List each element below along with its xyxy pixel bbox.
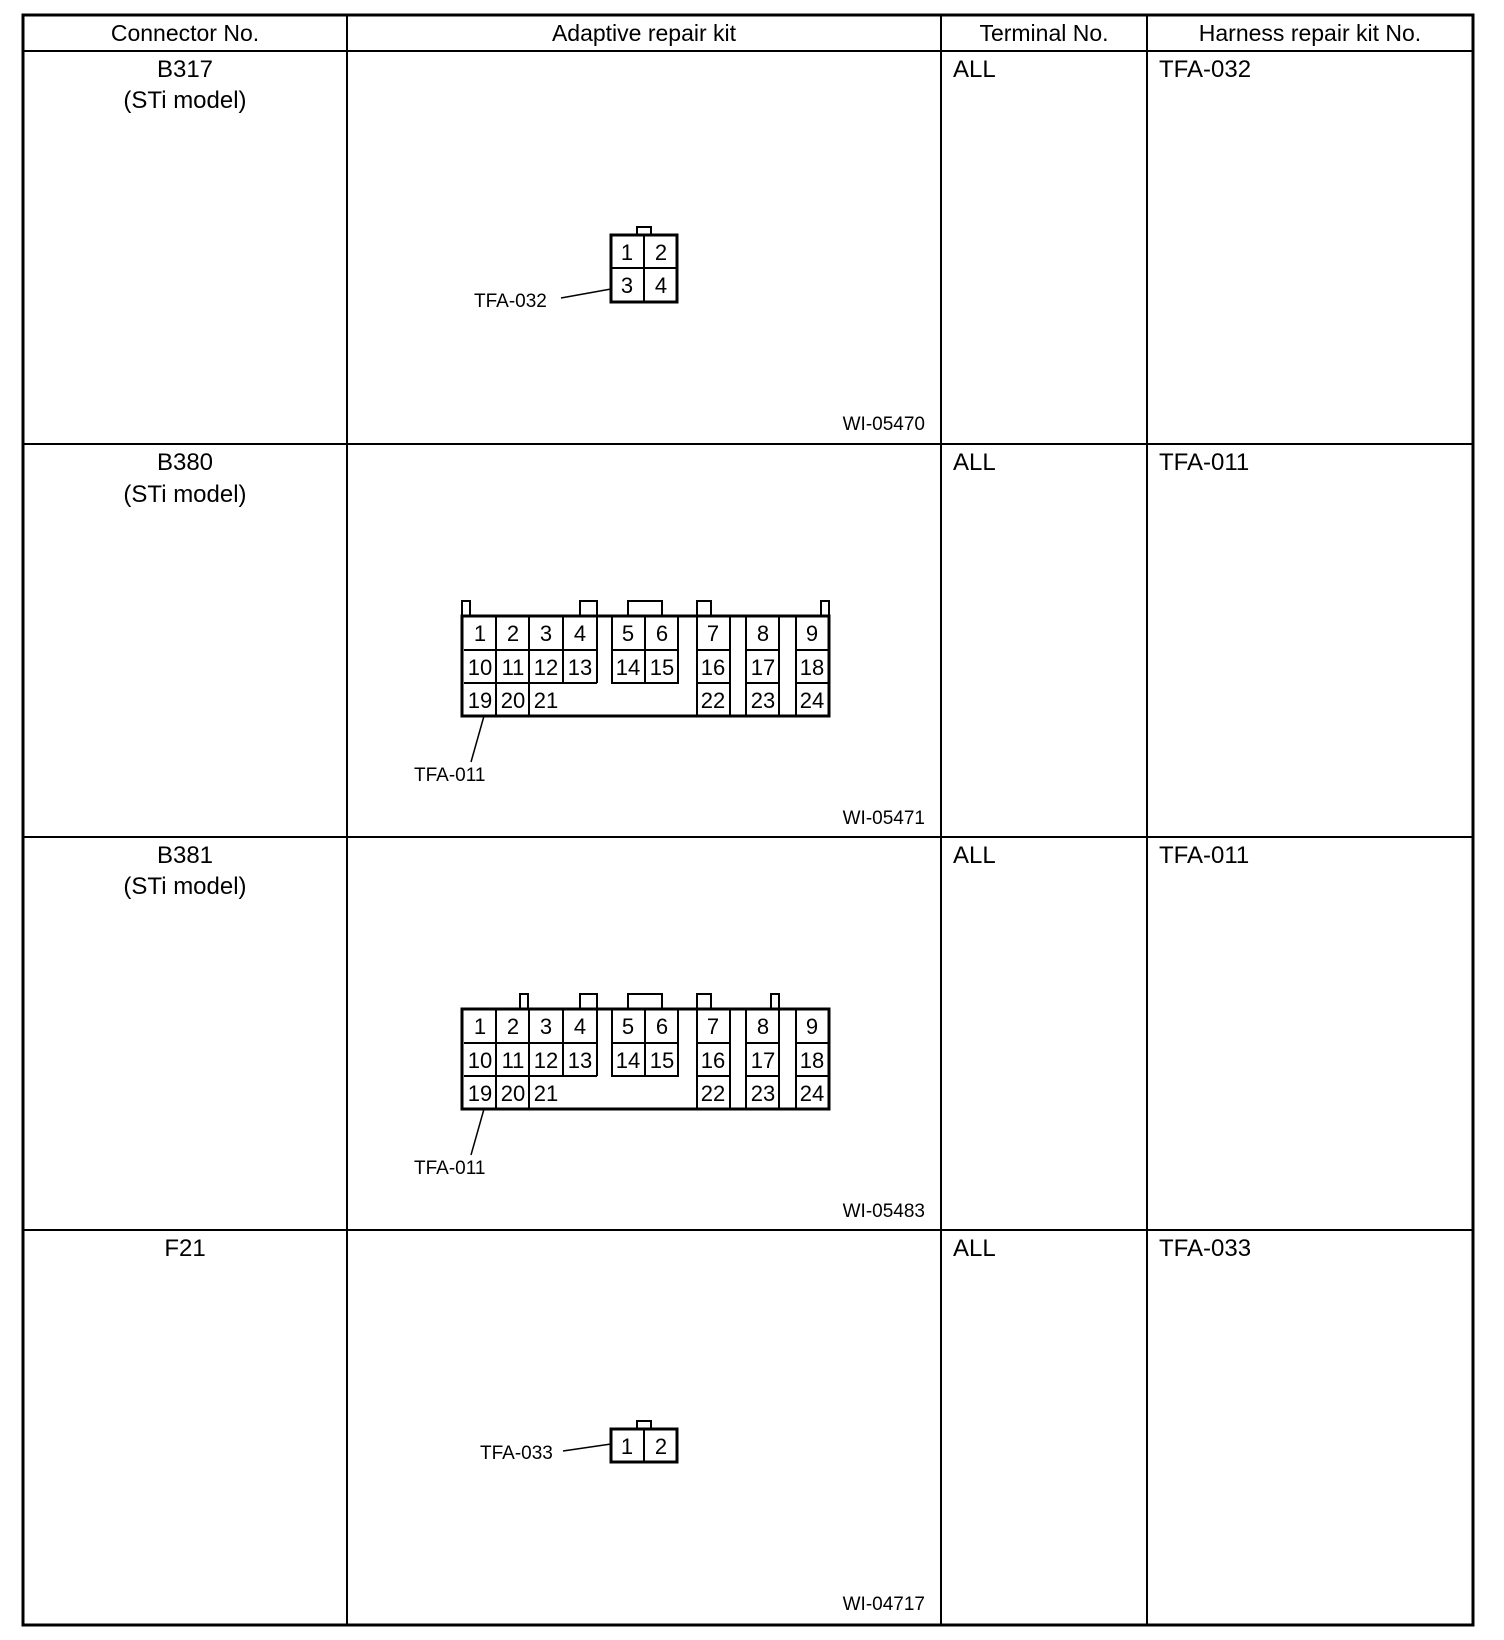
pin-label: 1 [473,621,487,646]
table-grid [23,15,1473,1625]
pin-label: 9 [805,621,819,646]
pin-label: 21 [533,1081,559,1106]
pin-label: 16 [700,1048,726,1073]
pin-label: 11 [501,655,525,680]
pin-label: 20 [500,1081,526,1106]
header-harness-repair-kit-no: Harness repair kit No. [1198,20,1422,46]
pin-label: 3 [539,621,553,646]
pin-label: 21 [533,688,559,713]
connector-no: F21 [164,1235,206,1262]
pin-label: 14 [615,1048,641,1073]
kit-callout-label: TFA-011 [414,1158,486,1179]
table-row [123,56,1251,435]
pin-label: 2 [506,1014,520,1039]
pin-label: 18 [799,1048,825,1073]
pin-label: 19 [467,688,493,713]
header-terminal-no: Terminal No. [979,20,1109,46]
pin-label: 10 [467,655,493,680]
pin-label: 22 [700,1081,726,1106]
table-row [123,842,1249,1222]
connector-model: (STi model) [123,87,247,114]
kit-callout-label: TFA-011 [414,765,486,786]
pin-label: 6 [655,1014,669,1039]
connector-no: B381 [156,842,214,869]
pin-label: 2 [654,240,668,265]
pin-label: 1 [620,240,634,265]
harness-kit-no: TFA-033 [1159,1235,1252,1262]
pin-label: 23 [750,1081,776,1106]
pin-label: 2 [506,621,520,646]
pin-label: 14 [615,655,641,680]
figure-id: WI-05470 [842,414,925,435]
connector-no: B317 [156,56,214,83]
harness-kit-no: TFA-032 [1159,56,1252,83]
pin-label: 4 [654,273,668,298]
pin-label: 15 [649,655,675,680]
pin-label: 17 [750,1048,776,1073]
terminal-no: ALL [953,842,996,869]
header-adaptive-repair-kit: Adaptive repair kit [551,20,737,46]
pin-label: 3 [539,1014,553,1039]
pin-label: 1 [620,1434,634,1459]
pin-label: 5 [621,1014,635,1039]
pin-label: 1 [473,1014,487,1039]
pin-label: 24 [799,688,825,713]
connector-model: (STi model) [123,481,247,508]
figure-id: WI-05471 [842,808,925,829]
terminal-no: ALL [953,56,996,83]
pin-label: 6 [655,621,669,646]
pin-label: 5 [621,621,635,646]
figure-id: WI-04717 [842,1594,925,1615]
pin-label: 18 [799,655,825,680]
pin-label: 7 [706,621,720,646]
harness-kit-no: TFA-011 [1159,449,1250,476]
table-row [123,449,1249,829]
pin-label: 12 [533,655,559,680]
header-connector-no: Connector No. [110,20,260,46]
harness-kit-no: TFA-011 [1159,842,1250,869]
kit-callout-label: TFA-032 [474,291,547,312]
terminal-no: ALL [953,1235,996,1262]
pin-label: 16 [700,655,726,680]
pin-label: 2 [654,1434,668,1459]
pin-label: 4 [573,621,587,646]
table-header [111,20,1421,46]
table-row [164,1235,1251,1615]
figure-id: WI-05483 [842,1201,925,1222]
pin-label: 3 [620,273,634,298]
terminal-no: ALL [953,449,996,476]
pin-label: 11 [501,1048,525,1073]
pin-label: 10 [467,1048,493,1073]
kit-callout-label: TFA-033 [480,1443,553,1464]
pin-label: 13 [567,655,593,680]
pin-label: 22 [700,688,726,713]
pin-label: 17 [750,655,776,680]
pin-label: 12 [533,1048,559,1073]
pin-label: 9 [805,1014,819,1039]
pin-label: 4 [573,1014,587,1039]
pin-label: 13 [567,1048,593,1073]
pin-label: 8 [756,621,770,646]
pin-label: 20 [500,688,526,713]
pin-label: 19 [467,1081,493,1106]
pin-label: 23 [750,688,776,713]
connector-model: (STi model) [123,873,247,900]
pin-label: 15 [649,1048,675,1073]
connector-no: B380 [156,449,214,476]
pin-label: 8 [756,1014,770,1039]
pin-label: 7 [706,1014,720,1039]
pin-label: 24 [799,1081,825,1106]
